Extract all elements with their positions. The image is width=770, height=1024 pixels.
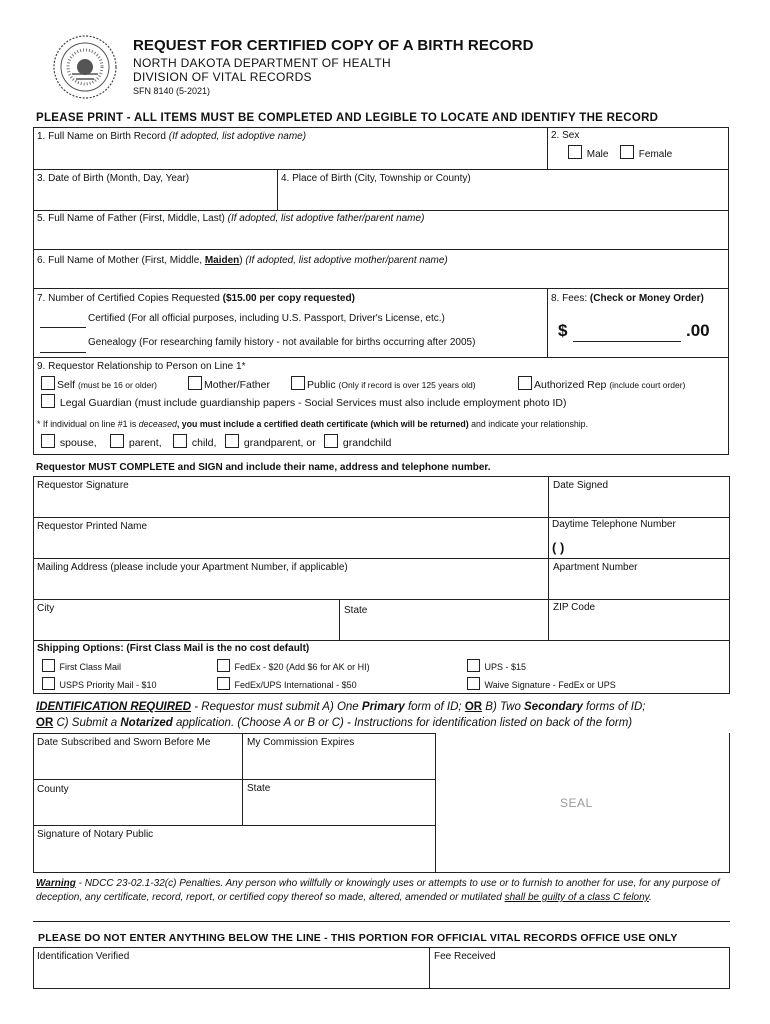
- first-class-label: First Class Mail: [59, 662, 122, 672]
- dollar-sign: $: [558, 321, 568, 340]
- self-label: Self: [57, 379, 76, 391]
- fedex-ups-intl-checkbox[interactable]: [217, 677, 230, 690]
- grandparent-label: grandparent, or: [243, 437, 316, 449]
- usps-priority-checkbox[interactable]: [42, 677, 55, 690]
- apartment-field[interactable]: [548, 558, 730, 600]
- spouse-label: spouse,: [59, 437, 97, 449]
- mailing-address-label: Mailing Address (please include your Apartment Number, if applicable): [37, 562, 348, 573]
- full-name-field[interactable]: [33, 127, 548, 170]
- city-label: City: [37, 603, 55, 614]
- notary-state-label: State: [247, 783, 271, 794]
- full-name-note: (If adopted, list adoptive name): [168, 131, 307, 142]
- mother-father-checkbox[interactable]: [188, 376, 202, 390]
- state-field[interactable]: [339, 599, 549, 641]
- self-checkbox[interactable]: [41, 376, 55, 390]
- waive-signature-label: Waive Signature - FedEx or UPS: [484, 680, 616, 690]
- fees-section: [547, 288, 729, 358]
- commission-label: My Commission Expires: [247, 737, 355, 748]
- warning-body: - NDCC 23-02.1-32(c) Penalties. Any person who willfully or knowingly uses or attempts to use or to furnish to another for use, for any purpose of deception, any certificate, record, report, or certified copy thereof so made, altered, amended or mutilated: [36, 878, 720, 903]
- zip-field[interactable]: [548, 599, 730, 641]
- first-class-checkbox[interactable]: [42, 659, 55, 672]
- department-name: NORTH DAKOTA DEPARTMENT OF HEALTH: [133, 56, 391, 70]
- mother-label: 6. Full Name of Mother (First, Middle,: [37, 255, 205, 266]
- state-label: State: [344, 605, 368, 616]
- fee-amount-input[interactable]: [573, 341, 681, 342]
- legal-guardian-checkbox[interactable]: [41, 394, 55, 408]
- notary-county-label: County: [37, 784, 69, 795]
- fees-label: 8. Fees:: [551, 293, 588, 304]
- place-of-birth-label: 4. Place of Birth (City, Township or County): [281, 173, 471, 184]
- notary-signature-field[interactable]: [33, 825, 436, 873]
- deceased-word: deceased: [138, 419, 177, 429]
- identification-text-5: C) Submit a: [53, 717, 121, 729]
- genealogy-label: Genealogy (For researching family history - not available for births occurring after 2005): [88, 337, 476, 348]
- apartment-label: Apartment Number: [553, 562, 638, 573]
- certified-label: Certified (For all official purposes, including U.S. Passport, Driver's License, etc.): [88, 313, 445, 324]
- self-note: (must be 16 or older): [78, 380, 157, 390]
- male-label: Male: [586, 149, 609, 160]
- ups-checkbox[interactable]: [467, 659, 480, 672]
- fedex-label: FedEx - $20 (Add $6 for AK or HI): [234, 662, 370, 672]
- deceased-text: * If individual on line #1 is: [37, 419, 139, 429]
- notary-signature-label: Signature of Notary Public: [37, 829, 154, 840]
- identification-title: IDENTIFICATION REQUIRED: [36, 701, 192, 713]
- warning-end: .: [648, 892, 652, 903]
- shipping-heading: Shipping Options: (First Class Mail is the no cost default): [37, 643, 310, 654]
- date-sworn-field[interactable]: [33, 733, 243, 780]
- warning-felony: shall be guilty of a class C felony: [504, 892, 649, 903]
- grandchild-checkbox[interactable]: [324, 434, 338, 448]
- full-name-label: 1. Full Name on Birth Record: [37, 131, 166, 142]
- warning-text: [36, 877, 736, 905]
- fedex-ups-intl-label: FedEx/UPS International - $50: [234, 680, 357, 690]
- parent-checkbox[interactable]: [110, 434, 124, 448]
- usps-priority-label: USPS Priority Mail - $10: [59, 680, 157, 690]
- date-signed-label: Date Signed: [553, 480, 609, 491]
- child-label: child,: [191, 437, 217, 449]
- printed-name-label: Requestor Printed Name: [37, 521, 148, 532]
- waive-signature-checkbox[interactable]: [467, 677, 480, 690]
- authorized-rep-note: (include court order): [609, 380, 686, 390]
- requestor-signature-field[interactable]: [33, 476, 549, 518]
- fedex-checkbox[interactable]: [217, 659, 230, 672]
- shipping-section: [33, 640, 730, 694]
- requestor-heading: Requestor MUST COMPLETE and SIGN and include their name, address and telephone number.: [36, 462, 491, 473]
- zip-label: ZIP Code: [553, 602, 596, 613]
- mailing-address-field[interactable]: [33, 558, 549, 600]
- deceased-bold: , you must include a certified death certificate (which will be returned): [176, 419, 469, 429]
- mother-name-field[interactable]: [33, 249, 729, 289]
- identification-notice: [36, 699, 736, 731]
- office-use-heading: PLEASE DO NOT ENTER ANYTHING BELOW THE LINE - THIS PORTION FOR OFFICIAL VITAL RECORDS OFFICE USE ONLY: [38, 932, 678, 944]
- printed-name-field[interactable]: [33, 517, 549, 559]
- identification-or-2: OR: [36, 717, 54, 729]
- parent-label: parent,: [128, 437, 162, 449]
- deceased-suffix: and indicate your relationship.: [468, 419, 589, 429]
- identification-or-1: OR: [464, 701, 483, 713]
- genealogy-count-input[interactable]: [40, 352, 86, 353]
- requestor-signature-label: Requestor Signature: [37, 480, 129, 491]
- father-note: (If adopted, list adoptive father/parent name): [227, 213, 425, 224]
- seal-label: SEAL: [560, 796, 593, 810]
- copies-price: ($15.00 per copy requested): [222, 293, 355, 304]
- division-name: DIVISION OF VITAL RECORDS: [133, 70, 312, 84]
- fees-method: (Check or Money Order): [589, 293, 704, 304]
- mother-father-label: Mother/Father: [204, 379, 270, 391]
- sex-label: 2. Sex: [551, 130, 580, 141]
- public-checkbox[interactable]: [291, 376, 305, 390]
- place-of-birth-field[interactable]: [277, 169, 729, 211]
- identification-text-3: B) Two: [482, 701, 525, 713]
- phone-field[interactable]: [548, 517, 730, 559]
- identification-text: - Requestor must submit A) One: [191, 701, 362, 713]
- female-checkbox[interactable]: [620, 145, 634, 159]
- warning-divider: [33, 921, 730, 922]
- form-number: SFN 8140 (5-2021): [133, 86, 211, 96]
- relationship-label: 9. Requestor Relationship to Person on Line 1*: [37, 361, 246, 372]
- date-signed-field[interactable]: [548, 476, 730, 518]
- male-checkbox[interactable]: [568, 145, 582, 159]
- authorized-rep-checkbox[interactable]: [518, 376, 532, 390]
- city-field[interactable]: [33, 599, 340, 641]
- warning-title: Warning: [36, 878, 76, 889]
- notary-state-field[interactable]: [242, 779, 436, 826]
- copies-label: 7. Number of Certified Copies Requested: [37, 293, 220, 304]
- phone-label: Daytime Telephone Number: [552, 519, 676, 530]
- female-label: Female: [638, 149, 673, 160]
- date-sworn-label: Date Subscribed and Sworn Before Me: [37, 737, 211, 748]
- legal-guardian-label: Legal Guardian (must include guardianship papers - Social Services must also include employment photo ID): [59, 397, 567, 409]
- identification-secondary: Secondary: [524, 701, 583, 713]
- identification-notarized: Notarized: [120, 717, 173, 729]
- notary-county-field[interactable]: [33, 779, 243, 826]
- phone-area-code: ( ): [552, 540, 565, 555]
- identification-text-4: forms of ID;: [582, 701, 646, 713]
- dob-field[interactable]: [33, 169, 278, 211]
- ups-label: UPS - $15: [484, 662, 527, 672]
- dob-label: 3. Date of Birth (Month, Day, Year): [37, 173, 190, 184]
- father-name-field[interactable]: [33, 210, 729, 250]
- public-label: Public: [307, 379, 336, 391]
- certified-count-input[interactable]: [40, 327, 86, 328]
- id-verified-label: Identification Verified: [37, 951, 130, 962]
- instructions-heading: PLEASE PRINT - ALL ITEMS MUST BE COMPLETED AND LEGIBLE TO LOCATE AND IDENTIFY THE RECORD: [36, 112, 659, 124]
- notary-bottom-divider: [33, 872, 730, 873]
- relationship-section: [33, 357, 729, 455]
- mother-note: (If adopted, list adoptive mother/parent name): [245, 255, 448, 266]
- id-verified-field[interactable]: [33, 947, 430, 989]
- identification-text-6: application. (Choose A or B or C) - Instructions for identification listed on back of the form): [172, 717, 633, 729]
- copies-section: [33, 288, 548, 358]
- authorized-rep-label: Authorized Rep: [534, 379, 607, 391]
- identification-text-2: form of ID;: [404, 701, 465, 713]
- mother-label-end: ): [239, 255, 243, 266]
- child-checkbox[interactable]: [173, 434, 187, 448]
- state-seal-icon: [50, 34, 120, 100]
- fee-received-label: Fee Received: [434, 951, 496, 962]
- fee-received-field[interactable]: [429, 947, 730, 989]
- form-title: REQUEST FOR CERTIFIED COPY OF A BIRTH RECORD: [133, 37, 534, 54]
- grandchild-label: grandchild: [342, 437, 392, 449]
- identification-primary: Primary: [361, 701, 405, 713]
- spouse-checkbox[interactable]: [41, 434, 55, 448]
- public-note: (Only if record is over 125 years old): [338, 380, 476, 390]
- cents-label: .00: [686, 321, 710, 340]
- father-label: 5. Full Name of Father (First, Middle, Last): [37, 213, 225, 224]
- commission-field[interactable]: [242, 733, 436, 780]
- sex-field: [547, 127, 729, 170]
- grandparent-checkbox[interactable]: [225, 434, 239, 448]
- mother-maiden: Maiden: [204, 255, 240, 266]
